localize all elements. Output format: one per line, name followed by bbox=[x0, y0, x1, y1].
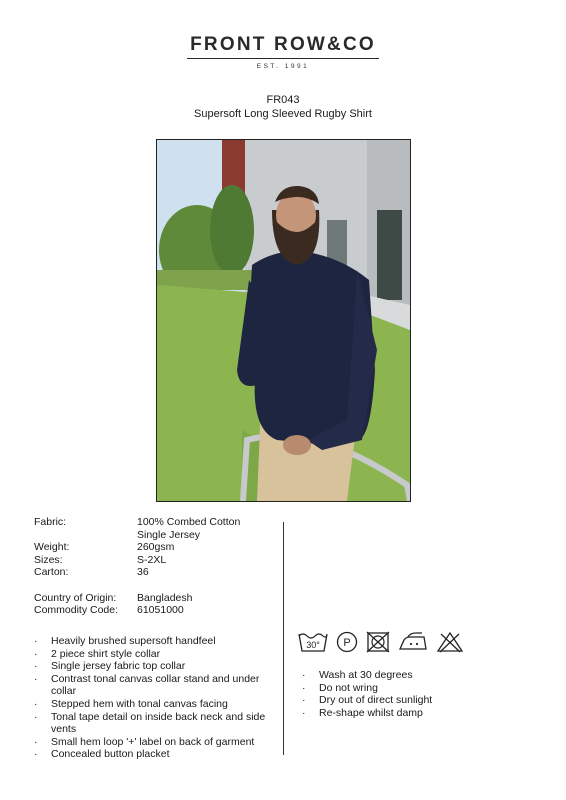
care-icons bbox=[298, 631, 464, 653]
feature-item: · Stepped hem with tonal canvas facing bbox=[34, 698, 274, 711]
feature-item: · Single jersey fabric top collar bbox=[34, 660, 274, 673]
care-item: · Wash at 30 degrees bbox=[302, 669, 432, 682]
spec-value: 36 bbox=[137, 566, 149, 579]
iron-medium-icon bbox=[398, 631, 428, 653]
model-photo-illustration bbox=[157, 140, 410, 501]
feature-item: · Concealed button placket bbox=[34, 748, 274, 761]
care-item: · Do not wring bbox=[302, 682, 432, 695]
spec-fabric bbox=[34, 516, 240, 529]
do-not-tumble-dry-icon bbox=[366, 631, 390, 653]
product-photo bbox=[156, 139, 411, 502]
spec-value: 61051000 bbox=[137, 604, 184, 617]
column-divider bbox=[283, 522, 284, 755]
spec-label: Weight: bbox=[34, 541, 70, 554]
care-item: · Dry out of direct sunlight bbox=[302, 694, 432, 707]
feature-list bbox=[34, 635, 274, 761]
spec-label: Carton: bbox=[34, 566, 69, 579]
brand-established: EST. 1991 bbox=[256, 63, 310, 70]
feature-item: · 2 piece shirt style collar bbox=[34, 648, 274, 661]
feature-item: · Heavily brushed supersoft handfeel bbox=[34, 635, 274, 648]
feature-item: · Tonal tape detail on inside back neck and side vents bbox=[34, 711, 274, 736]
product-name: Supersoft Long Sleeved Rugby Shirt bbox=[194, 108, 372, 120]
spec-value: 260gsm bbox=[137, 541, 175, 554]
spec-carton bbox=[34, 566, 240, 579]
feature-item: · Small hem loop '+' label on back of garment bbox=[34, 736, 274, 749]
spec-value: Single Jersey bbox=[137, 528, 201, 541]
spec-label: Commodity Code: bbox=[34, 604, 119, 617]
dry-clean-p-icon bbox=[336, 631, 358, 653]
care-instructions bbox=[302, 669, 432, 719]
spec-weight bbox=[34, 541, 240, 554]
do-not-bleach-icon bbox=[436, 631, 464, 653]
spec-commodity bbox=[34, 604, 240, 617]
spec-label: Country of Origin: bbox=[34, 591, 117, 604]
spec-fabric-cont bbox=[34, 529, 240, 542]
dry-clean-letter: P bbox=[343, 637, 351, 649]
brand-name: FRONT ROW&CO bbox=[187, 34, 379, 59]
care-item: · Re-shape whilst damp bbox=[302, 707, 432, 720]
spec-label: Fabric: bbox=[34, 516, 67, 528]
spec-value: 100% Combed Cotton bbox=[137, 516, 241, 528]
product-code: FR043 bbox=[266, 94, 300, 106]
feature-item: · Contrast tonal canvas collar stand and under collar bbox=[34, 673, 274, 698]
spec-value: Bangladesh bbox=[137, 591, 193, 604]
product-title bbox=[0, 93, 566, 121]
spec-sizes bbox=[34, 554, 240, 567]
spec-value: S-2XL bbox=[137, 553, 167, 566]
spec-label: Sizes: bbox=[34, 553, 63, 566]
brand-logo bbox=[0, 34, 566, 70]
spec-origin bbox=[34, 592, 240, 605]
wash-30-icon bbox=[298, 631, 328, 653]
spec-list bbox=[34, 516, 240, 617]
wash-temp: 30° bbox=[306, 640, 320, 650]
